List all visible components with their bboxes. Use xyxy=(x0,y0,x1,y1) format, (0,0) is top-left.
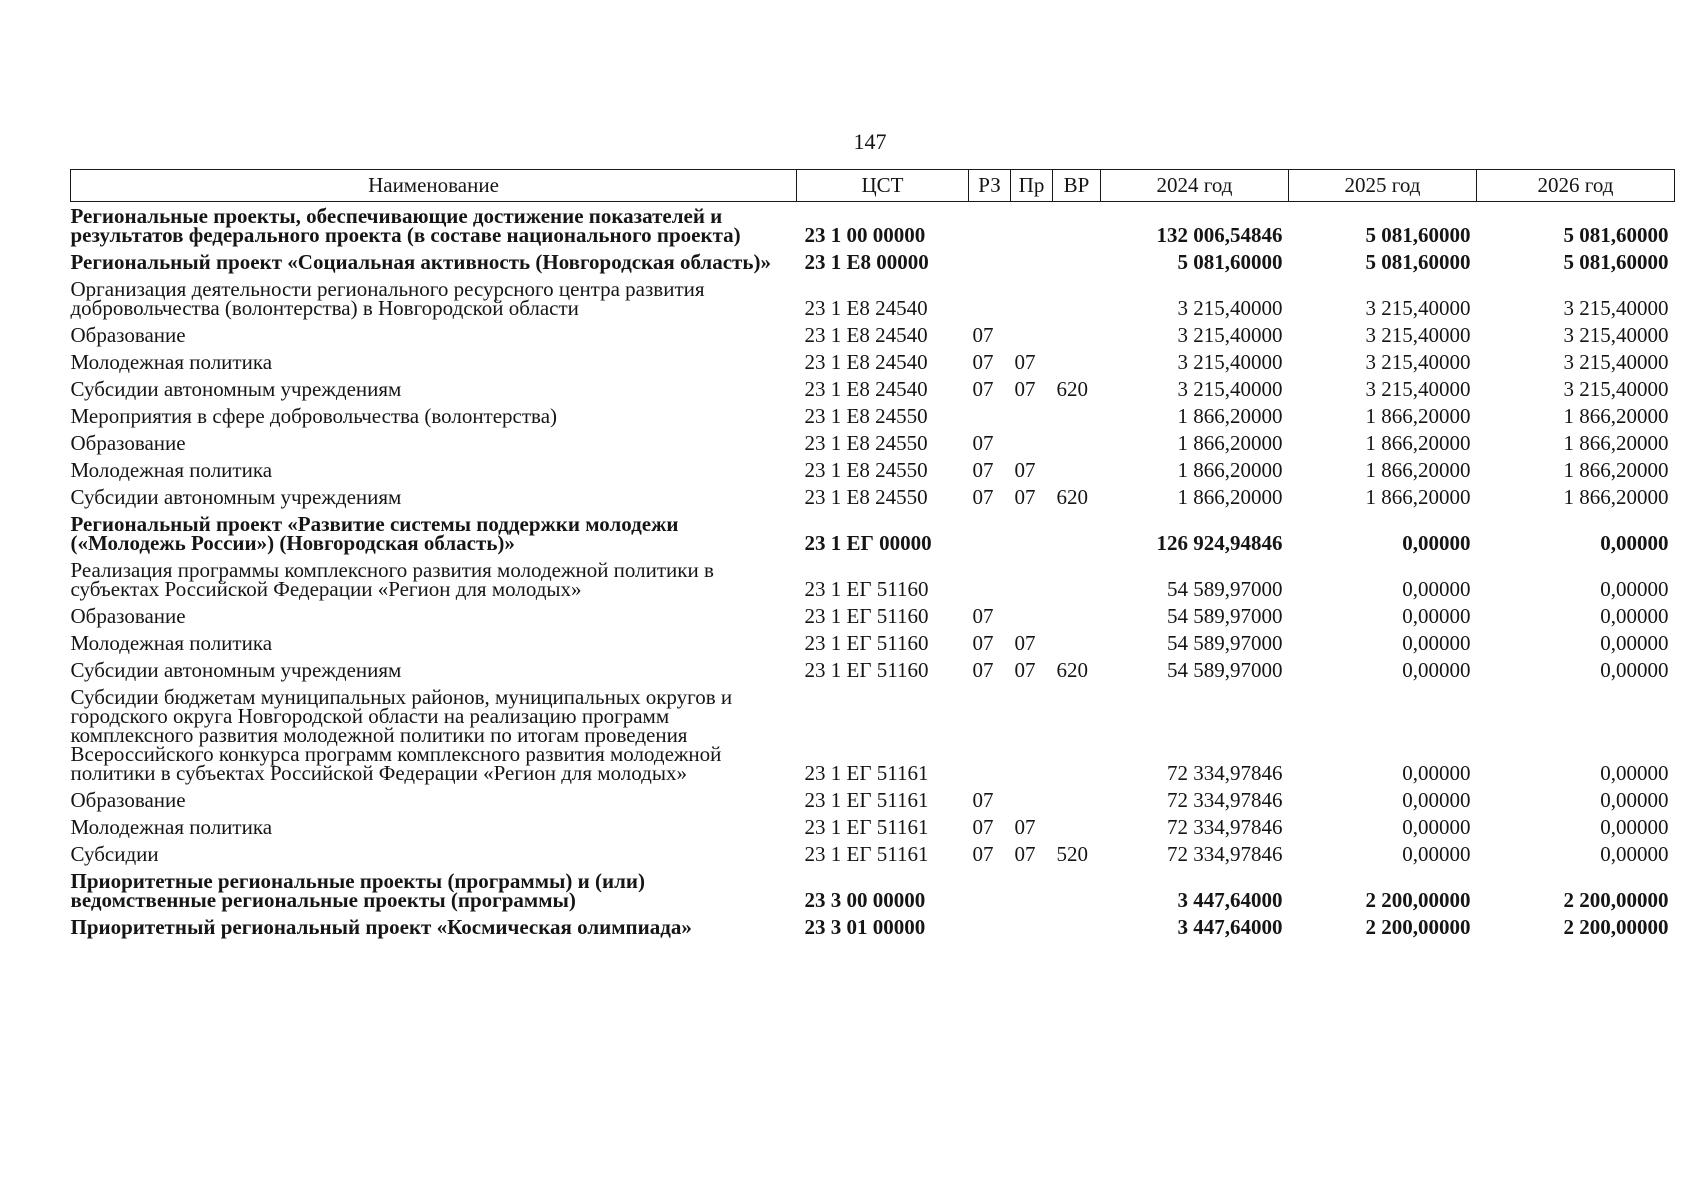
table-row xyxy=(71,321,1675,348)
cell-vr xyxy=(1053,683,1101,786)
cell-vr: 520 xyxy=(1056,842,1088,866)
cell-rz: 07 xyxy=(972,323,994,347)
cell-2025: 0,00000 xyxy=(1402,531,1471,555)
cell-2024: 3 215,40000 xyxy=(1177,350,1283,374)
cell-vr xyxy=(1053,321,1101,348)
cell-2024: 1 866,20000 xyxy=(1177,431,1283,455)
cell-pr xyxy=(1011,556,1053,602)
cell-cst: 23 1 ЕГ 51161 xyxy=(804,815,929,839)
cell-2026: 2 200,00000 xyxy=(1563,888,1669,912)
cell-rz xyxy=(969,275,1011,321)
cell-name: Молодежная политика xyxy=(70,815,273,839)
cell-2026: 2 200,00000 xyxy=(1563,915,1669,939)
cell-vr xyxy=(1053,629,1101,656)
table-row xyxy=(71,483,1675,510)
cell-pr xyxy=(1011,402,1053,429)
cell-2025: 3 215,40000 xyxy=(1365,296,1471,320)
cell-pr: 07 xyxy=(1014,485,1036,509)
cell-cst: 23 1 Е8 24550 xyxy=(804,431,928,455)
cell-2025: 1 866,20000 xyxy=(1365,431,1471,455)
cell-rz xyxy=(969,683,1011,786)
cell-2026: 0,00000 xyxy=(1600,631,1669,655)
header-2026: 2026 год xyxy=(1477,170,1675,202)
cell-2026: 0,00000 xyxy=(1600,761,1669,785)
cell-2025: 0,00000 xyxy=(1402,761,1471,785)
cell-2026: 1 866,20000 xyxy=(1563,404,1669,428)
cell-2024: 1 866,20000 xyxy=(1177,458,1283,482)
cell-2024: 3 447,64000 xyxy=(1177,888,1283,912)
cell-rz: 07 xyxy=(972,350,994,374)
page-number: 147 xyxy=(853,129,887,154)
table-row xyxy=(71,556,1675,602)
cell-name: Реализация программы комплексного развития молодежной политики в субъектах Российской Федерации «Регион для молодых» xyxy=(70,558,714,601)
cell-2026: 0,00000 xyxy=(1600,788,1669,812)
cell-name: Образование xyxy=(70,788,186,812)
budget-table xyxy=(70,169,1675,940)
cell-2024: 54 589,97000 xyxy=(1167,577,1283,601)
cell-pr xyxy=(1011,275,1053,321)
cell-2024: 132 006,54846 xyxy=(1156,223,1283,247)
cell-vr xyxy=(1053,786,1101,813)
cell-rz: 07 xyxy=(972,658,994,682)
cell-2025: 0,00000 xyxy=(1402,604,1471,628)
cell-vr xyxy=(1053,402,1101,429)
header-2024: 2024 год xyxy=(1101,170,1289,202)
cell-vr xyxy=(1053,813,1101,840)
cell-vr xyxy=(1053,556,1101,602)
cell-cst: 23 1 00 00000 xyxy=(804,223,926,247)
cell-rz xyxy=(969,202,1011,249)
table-row xyxy=(71,375,1675,402)
cell-2024: 72 334,97846 xyxy=(1167,842,1283,866)
cell-2025: 0,00000 xyxy=(1402,631,1471,655)
cell-vr xyxy=(1053,913,1101,940)
cell-pr xyxy=(1011,602,1053,629)
cell-2025: 1 866,20000 xyxy=(1365,485,1471,509)
cell-name: Образование xyxy=(70,323,186,347)
cell-2024: 54 589,97000 xyxy=(1167,604,1283,628)
cell-pr: 07 xyxy=(1014,458,1036,482)
cell-vr xyxy=(1053,348,1101,375)
cell-cst: 23 1 ЕГ 51160 xyxy=(804,658,929,682)
cell-2026: 3 215,40000 xyxy=(1563,323,1669,347)
cell-rz: 07 xyxy=(972,788,994,812)
cell-vr xyxy=(1053,248,1101,275)
cell-pr: 07 xyxy=(1014,631,1036,655)
cell-pr: 07 xyxy=(1014,377,1036,401)
cell-cst: 23 1 ЕГ 51160 xyxy=(804,604,929,628)
table-row xyxy=(71,629,1675,656)
cell-rz: 07 xyxy=(972,604,994,628)
cell-2026: 1 866,20000 xyxy=(1563,431,1669,455)
header-2025: 2025 год xyxy=(1289,170,1477,202)
cell-pr: 07 xyxy=(1014,350,1036,374)
cell-rz xyxy=(969,402,1011,429)
cell-name: Региональный проект «Социальная активность (Новгородская область)» xyxy=(70,250,771,274)
cell-rz: 07 xyxy=(972,485,994,509)
cell-vr xyxy=(1053,275,1101,321)
cell-2024: 1 866,20000 xyxy=(1177,404,1283,428)
cell-cst: 23 1 Е8 00000 xyxy=(804,250,929,274)
table-row xyxy=(71,275,1675,321)
cell-pr xyxy=(1011,429,1053,456)
cell-2024: 3 215,40000 xyxy=(1177,377,1283,401)
cell-2025: 2 200,00000 xyxy=(1365,888,1471,912)
cell-2025: 0,00000 xyxy=(1402,788,1471,812)
table-row xyxy=(71,913,1675,940)
table-row xyxy=(71,813,1675,840)
cell-2025: 1 866,20000 xyxy=(1365,458,1471,482)
table-row xyxy=(71,510,1675,556)
table-row xyxy=(71,402,1675,429)
cell-2024: 3 447,64000 xyxy=(1177,915,1283,939)
cell-cst: 23 1 ЕГ 51160 xyxy=(804,631,929,655)
cell-pr xyxy=(1011,202,1053,249)
cell-cst: 23 1 Е8 24550 xyxy=(804,485,928,509)
header-pr: Пр xyxy=(1011,170,1053,202)
header-rz: РЗ xyxy=(969,170,1011,202)
cell-rz: 07 xyxy=(972,431,994,455)
cell-name: Субсидии бюджетам муниципальных районов, муниципальных округов и городского округа Новгородской области на реализацию программ комплексного развития молодежной политики по итогам проведения Всероссийского конкурса программ комплексного развития молодежной политики в субъектах Российской Федерации «Регион для молодых» xyxy=(70,685,733,785)
cell-cst: 23 1 ЕГ 51161 xyxy=(804,842,929,866)
header-name: Наименование xyxy=(71,170,797,202)
cell-2025: 0,00000 xyxy=(1402,815,1471,839)
cell-vr xyxy=(1053,867,1101,913)
table-row xyxy=(71,429,1675,456)
cell-name: Субсидии xyxy=(70,842,159,866)
cell-pr xyxy=(1011,248,1053,275)
cell-cst: 23 1 Е8 24540 xyxy=(804,350,928,374)
cell-pr xyxy=(1011,321,1053,348)
cell-2025: 0,00000 xyxy=(1402,577,1471,601)
cell-cst: 23 1 Е8 24550 xyxy=(804,404,928,428)
cell-name: Субсидии автономным учреждениям xyxy=(70,658,402,682)
cell-vr: 620 xyxy=(1056,658,1088,682)
cell-vr xyxy=(1053,456,1101,483)
cell-2024: 54 589,97000 xyxy=(1167,631,1283,655)
cell-pr xyxy=(1011,786,1053,813)
cell-name: Образование xyxy=(70,604,186,628)
cell-cst: 23 3 00 00000 xyxy=(804,888,926,912)
cell-rz xyxy=(969,913,1011,940)
cell-cst: 23 1 ЕГ 51160 xyxy=(804,577,929,601)
cell-pr xyxy=(1011,913,1053,940)
cell-2024: 72 334,97846 xyxy=(1167,761,1283,785)
cell-2024: 72 334,97846 xyxy=(1167,815,1283,839)
cell-2025: 0,00000 xyxy=(1402,658,1471,682)
cell-pr: 07 xyxy=(1014,815,1036,839)
cell-2024: 72 334,97846 xyxy=(1167,788,1283,812)
cell-name: Мероприятия в сфере добровольчества (волонтерства) xyxy=(70,404,558,428)
table-row xyxy=(71,348,1675,375)
cell-2025: 3 215,40000 xyxy=(1365,323,1471,347)
cell-rz xyxy=(969,867,1011,913)
cell-2025: 5 081,60000 xyxy=(1365,250,1471,274)
cell-2024: 3 215,40000 xyxy=(1177,323,1283,347)
cell-name: Субсидии автономным учреждениям xyxy=(70,377,402,401)
table-row xyxy=(71,602,1675,629)
cell-2025: 1 866,20000 xyxy=(1365,404,1471,428)
table-row xyxy=(71,248,1675,275)
cell-name: Субсидии автономным учреждениям xyxy=(70,485,402,509)
cell-2024: 1 866,20000 xyxy=(1177,485,1283,509)
cell-vr: 620 xyxy=(1056,377,1088,401)
cell-cst: 23 3 01 00000 xyxy=(804,915,926,939)
cell-2026: 5 081,60000 xyxy=(1563,223,1669,247)
cell-2025: 2 200,00000 xyxy=(1365,915,1471,939)
cell-2026: 0,00000 xyxy=(1600,658,1669,682)
cell-2025: 3 215,40000 xyxy=(1365,350,1471,374)
cell-rz: 07 xyxy=(972,842,994,866)
cell-cst: 23 1 Е8 24540 xyxy=(804,377,928,401)
table-body xyxy=(71,202,1675,941)
cell-name: Образование xyxy=(70,431,186,455)
cell-2026: 3 215,40000 xyxy=(1563,296,1669,320)
cell-vr xyxy=(1053,202,1101,249)
cell-pr: 07 xyxy=(1014,658,1036,682)
table-row xyxy=(71,840,1675,867)
table-row xyxy=(71,656,1675,683)
cell-2026: 0,00000 xyxy=(1600,531,1669,555)
cell-cst: 23 1 Е8 24540 xyxy=(804,323,928,347)
cell-2026: 1 866,20000 xyxy=(1563,485,1669,509)
table-row xyxy=(71,202,1675,249)
table-row xyxy=(71,867,1675,913)
cell-2025: 3 215,40000 xyxy=(1365,377,1471,401)
table-row xyxy=(71,786,1675,813)
cell-name: Региональный проект «Развитие системы поддержки молодежи («Молодежь России») (Новгородская область)» xyxy=(70,512,679,555)
header-cst: ЦСТ xyxy=(797,170,969,202)
cell-2024: 3 215,40000 xyxy=(1177,296,1283,320)
cell-name: Региональные проекты, обеспечивающие достижение показателей и результатов федерального проекта (в составе национального проекта) xyxy=(70,204,741,247)
cell-vr xyxy=(1053,602,1101,629)
cell-rz xyxy=(969,510,1011,556)
cell-2024: 126 924,94846 xyxy=(1156,531,1283,555)
cell-cst: 23 1 ЕГ 00000 xyxy=(804,531,932,555)
cell-rz: 07 xyxy=(972,377,994,401)
cell-2026: 1 866,20000 xyxy=(1563,458,1669,482)
cell-rz: 07 xyxy=(972,631,994,655)
cell-2026: 0,00000 xyxy=(1600,815,1669,839)
cell-2026: 5 081,60000 xyxy=(1563,250,1669,274)
cell-2025: 0,00000 xyxy=(1402,842,1471,866)
cell-2026: 0,00000 xyxy=(1600,842,1669,866)
cell-cst: 23 1 ЕГ 51161 xyxy=(804,788,929,812)
cell-name: Приоритетные региональные проекты (программы) и (или) ведомственные региональные проекты (программы) xyxy=(70,869,645,912)
table-header-row xyxy=(71,170,1675,202)
table-row xyxy=(71,456,1675,483)
cell-name: Организация деятельности регионального ресурсного центра развития добровольчества (волонтерства) в Новгородской области xyxy=(70,277,705,320)
cell-rz xyxy=(969,248,1011,275)
cell-pr xyxy=(1011,683,1053,786)
cell-pr: 07 xyxy=(1014,842,1036,866)
cell-vr: 620 xyxy=(1056,485,1088,509)
cell-name: Молодежная политика xyxy=(70,350,273,374)
cell-2026: 3 215,40000 xyxy=(1563,377,1669,401)
cell-2026: 0,00000 xyxy=(1600,604,1669,628)
cell-pr xyxy=(1011,867,1053,913)
cell-2024: 5 081,60000 xyxy=(1177,250,1283,274)
cell-2025: 5 081,60000 xyxy=(1365,223,1471,247)
cell-pr xyxy=(1011,510,1053,556)
cell-rz: 07 xyxy=(972,458,994,482)
cell-vr xyxy=(1053,429,1101,456)
cell-name: Приоритетный региональный проект «Космическая олимпиада» xyxy=(70,915,692,939)
cell-2024: 54 589,97000 xyxy=(1167,658,1283,682)
cell-rz xyxy=(969,556,1011,602)
cell-name: Молодежная политика xyxy=(70,631,273,655)
cell-cst: 23 1 Е8 24550 xyxy=(804,458,928,482)
cell-cst: 23 1 ЕГ 51161 xyxy=(804,761,929,785)
table-row xyxy=(71,683,1675,786)
cell-name: Молодежная политика xyxy=(70,458,273,482)
cell-2026: 0,00000 xyxy=(1600,577,1669,601)
cell-vr xyxy=(1053,510,1101,556)
cell-cst: 23 1 Е8 24540 xyxy=(804,296,928,320)
cell-2026: 3 215,40000 xyxy=(1563,350,1669,374)
header-vr: ВР xyxy=(1053,170,1101,202)
cell-rz: 07 xyxy=(972,815,994,839)
